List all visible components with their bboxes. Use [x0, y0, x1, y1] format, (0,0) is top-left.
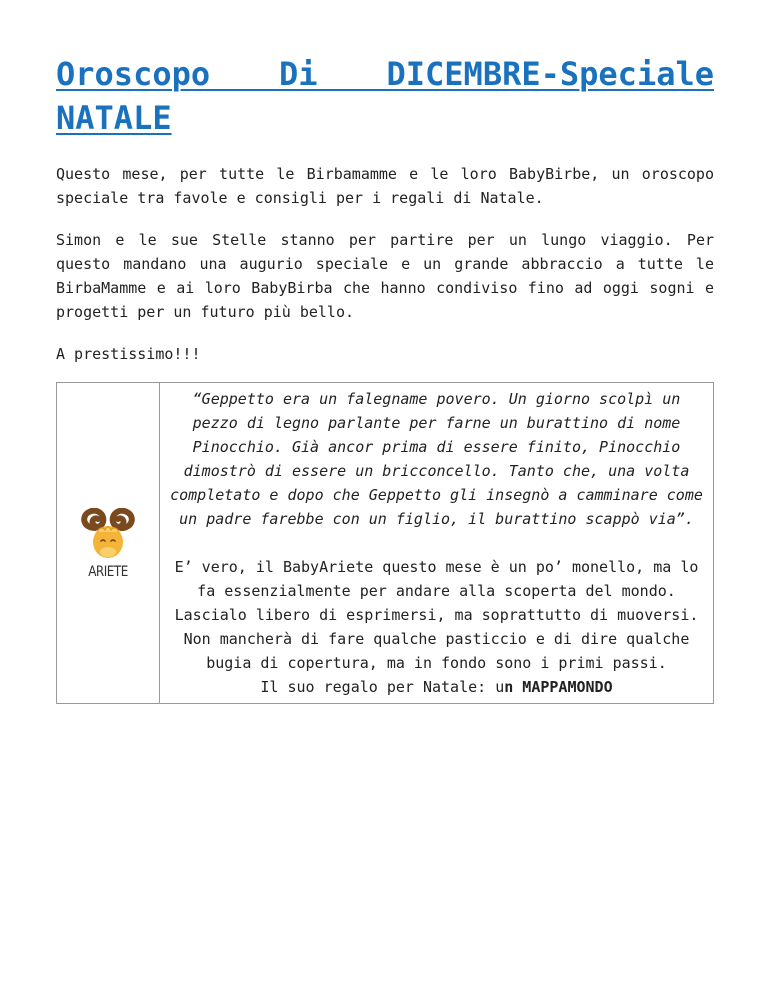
article	[56, 52, 714, 704]
fable-text: “Geppetto era un falegname povero. Un giorno scolpì un pezzo di legno parlante per farne un burattino di nome Pinocchio. Già ancor prima di essere finito, Pinocchio dimostrò di essere un bricconcello. Tanto che, una volta completato e dopo che Geppetto gli insegnò a camminare come un padre farebbe con un figlio, il burattino scappò via”.	[170, 390, 703, 528]
page-title[interactable]	[56, 52, 714, 140]
sign-label: ARIETE	[88, 562, 128, 580]
intro-paragraph: Questo mese, per tutte le Birbamamme e le loro BabyBirbe, un oroscopo speciale tra favole e consigli per i regali di Natale.	[56, 165, 714, 207]
advice-text	[168, 555, 705, 699]
page-title-text[interactable]: Oroscopo Di DICEMBRE-Speciale NATALE	[56, 55, 714, 137]
closing-paragraph: A prestissimo!!!	[56, 345, 201, 363]
sign-text-cell	[160, 383, 714, 704]
horoscope-table	[56, 382, 714, 704]
gift-line	[168, 675, 705, 699]
gift-name: n MAPPAMONDO	[504, 678, 613, 696]
sign-icon-cell	[57, 383, 160, 704]
aries-ram-icon	[79, 508, 137, 562]
table-row-ariete	[57, 383, 714, 704]
advice-body: E’ vero, il BabyAriete questo mese è un po’ monello, ma lo fa essenzialmente per andare alla scoperta del mondo. Lascialo libero di esprimersi, ma soprattutto di muoversi. Non mancherà di fare qualche pasticcio e di dire qualche bugia di copertura, ma in fondo sono i primi passi.	[174, 558, 699, 672]
gift-prefix: Il suo regalo per Natale: u	[260, 678, 505, 696]
message-paragraph: Simon e le sue Stelle stanno per partire per un lungo viaggio. Per questo mandano una augurio speciale e un grande abbraccio a tutte le BirbaMamme e ai loro BabyBirba che hanno condiviso fino ad oggi sogni e progetti per un futuro più bello.	[56, 231, 714, 321]
